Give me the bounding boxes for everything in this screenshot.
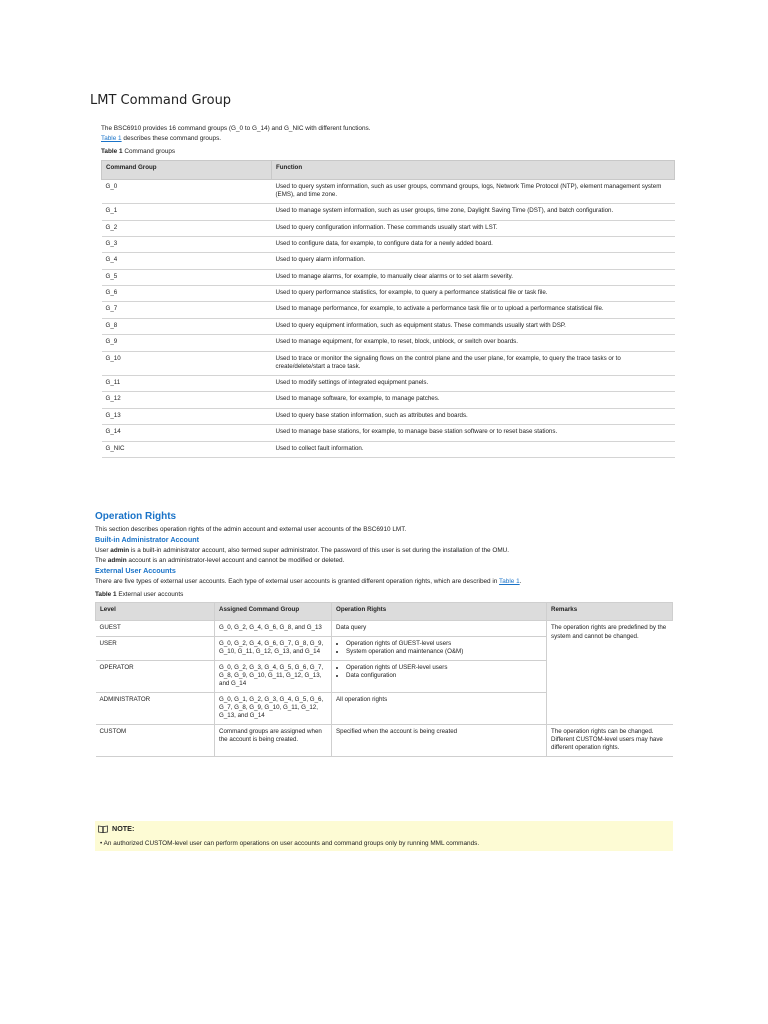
note-text: • An authorized CUSTOM-level user can perform operations on user accounts and command groups only by running MML commands. — [100, 840, 480, 847]
table-1-link[interactable]: Table 1 — [499, 577, 520, 585]
command-group-cell: G_9 — [102, 335, 272, 351]
operation-rights-cell: Specified when the account is being created — [332, 724, 547, 756]
operation-rights-cell: All operation rights — [332, 692, 547, 724]
command-group-cell: G_13 — [102, 408, 272, 424]
level-cell: USER — [96, 636, 215, 660]
table-caption: Table 1 Command groups — [101, 147, 176, 155]
function-cell: Used to query system information, such as user groups, command groups, logs, Network Time Protocol (NTP), element management system (EMS), and time zone. — [272, 179, 675, 203]
external-accounts-table — [95, 602, 673, 756]
operation-rights-section — [95, 509, 673, 757]
table-row — [102, 236, 675, 252]
command-group-cell: Command groups are assigned when the account is being created. — [215, 724, 332, 756]
note-header — [98, 824, 134, 833]
table-header-row — [96, 603, 673, 621]
table-row — [102, 441, 675, 457]
table-row — [102, 179, 675, 203]
remarks-cell: The operation rights can be changed. Different CUSTOM-level users may have different operation rights. — [547, 724, 673, 756]
command-group-cell: G_4 — [102, 253, 272, 269]
operation-rights-cell — [332, 660, 547, 692]
table-row — [102, 392, 675, 408]
command-group-cell: G_0, G_2, G_3, G_4, G_5, G_6, G_7, G_8, G_9, G_10, G_11, G_12, G_13, and G_14 — [215, 660, 332, 692]
note-label: NOTE: — [112, 824, 135, 833]
level-cell: OPERATOR — [96, 660, 215, 692]
function-cell: Used to manage equipment, for example, to reset, block, unblock, or switch over boards. — [272, 335, 675, 351]
table-row — [102, 204, 675, 220]
command-groups-section — [101, 124, 675, 458]
command-group-cell: G_7 — [102, 302, 272, 318]
function-cell: Used to query base station information, such as attributes and boards. — [272, 408, 675, 424]
function-cell: Used to query performance statistics, for example, to query a performance statistical file or task file. — [272, 286, 675, 302]
table-1-link[interactable]: Table 1 — [101, 134, 122, 142]
list-item: • Operation rights of USER-level users — [346, 664, 542, 672]
command-group-cell: G_3 — [102, 236, 272, 252]
note-box — [95, 821, 673, 851]
function-cell: Used to manage performance, for example, to activate a performance task file or to upload a performance statistical file. — [272, 302, 675, 318]
book-icon — [98, 825, 108, 833]
function-cell: Used to manage base stations, for example, to manage base station software or to reset base stations. — [272, 425, 675, 441]
table-row — [102, 318, 675, 334]
table-reference: Table 1 describes these command groups. — [101, 134, 222, 142]
table-row — [102, 302, 675, 318]
command-group-cell: G_NIC — [102, 441, 272, 457]
table-row — [96, 621, 673, 636]
table-row — [102, 351, 675, 375]
list-item: • Data configuration — [346, 672, 542, 680]
function-cell: Used to modify settings of integrated equipment panels. — [272, 375, 675, 391]
list-item: • Operation rights of GUEST-level users — [346, 640, 542, 648]
column-header: Assigned Command Group — [215, 603, 332, 621]
function-cell: Used to query configuration information. These commands usually start with LST. — [272, 220, 675, 236]
command-group-cell: G_8 — [102, 318, 272, 334]
command-group-cell: G_0, G_2, G_4, G_6, G_7, G_8, G_9, G_10, G_11, G_12, G_13, and G_14 — [215, 636, 332, 660]
command-group-cell: G_0 — [102, 179, 272, 203]
operation-rights-cell — [332, 636, 547, 660]
column-header: Command Group — [102, 160, 272, 179]
paragraph: There are five types of external user accounts. Each type of external user accounts is granted different operation rights, which are described in Table 1. — [95, 577, 522, 585]
subsection-heading: Built-in Administrator Account — [95, 535, 200, 545]
function-cell: Used to collect fault information. — [272, 441, 675, 457]
command-group-cell: G_10 — [102, 351, 272, 375]
table-row — [102, 269, 675, 285]
table-row — [102, 253, 675, 269]
table-row — [102, 286, 675, 302]
section-intro: This section describes operation rights of the admin account and external user accounts of the BSC6910 LMT. — [95, 525, 407, 533]
function-cell: Used to query alarm information. — [272, 253, 675, 269]
rights-list — [336, 640, 542, 657]
column-header: Level — [96, 603, 215, 621]
list-item: • System operation and maintenance (O&M) — [346, 648, 542, 656]
column-header: Remarks — [547, 603, 673, 621]
table-caption: Table 1 External user accounts — [95, 590, 184, 598]
table-row — [102, 220, 675, 236]
paragraph: User admin is a built-in administrator account, also termed super administrator. The password of this user is set during the installation of the OMU. — [95, 546, 510, 554]
table-row — [96, 724, 673, 756]
column-header: Function — [272, 160, 675, 179]
remarks-cell: The operation rights are predefined by the system and cannot be changed. — [547, 621, 673, 724]
function-cell: Used to query equipment information, such as equipment status. These commands usually start with DSP. — [272, 318, 675, 334]
command-group-cell: G_1 — [102, 204, 272, 220]
table-row — [102, 335, 675, 351]
table-header-row — [102, 160, 675, 179]
level-cell: CUSTOM — [96, 724, 215, 756]
operation-rights-cell: Data query — [332, 621, 547, 636]
function-cell: Used to manage software, for example, to manage patches. — [272, 392, 675, 408]
rights-list — [336, 664, 542, 681]
command-group-cell: G_6 — [102, 286, 272, 302]
column-header: Operation Rights — [332, 603, 547, 621]
command-group-cell: G_11 — [102, 375, 272, 391]
function-cell: Used to configure data, for example, to configure data for a newly added board. — [272, 236, 675, 252]
function-cell: Used to manage system information, such as user groups, time zone, Daylight Saving Time (DST), and batch configuration. — [272, 204, 675, 220]
paragraph: The admin account is an administrator-level account and cannot be modified or deleted. — [95, 556, 345, 564]
table-row — [102, 375, 675, 391]
command-group-cell: G_12 — [102, 392, 272, 408]
intro-text: The BSC6910 provides 16 command groups (G_0 to G_14) and G_NIC with different functions. — [101, 125, 371, 132]
subsection-heading: External User Accounts — [95, 566, 176, 576]
level-cell: ADMINISTRATOR — [96, 692, 215, 724]
command-group-cell: G_2 — [102, 220, 272, 236]
level-cell: GUEST — [96, 621, 215, 636]
table-row — [102, 425, 675, 441]
page-title: LMT Command Group — [90, 93, 232, 108]
command-group-cell: G_14 — [102, 425, 272, 441]
function-cell: Used to manage alarms, for example, to manually clear alarms or to set alarm severity. — [272, 269, 675, 285]
command-groups-table — [101, 160, 675, 458]
command-group-cell: G_0, G_1, G_2, G_3, G_4, G_5, G_6, G_7, G_8, G_9, G_10, G_11, G_12, G_13, and G_14 — [215, 692, 332, 724]
command-group-cell: G_5 — [102, 269, 272, 285]
function-cell: Used to trace or monitor the signaling flows on the control plane and the user plane, for example, to query the trace tasks or to create/delete/start a trace task. — [272, 351, 675, 375]
table-row — [102, 408, 675, 424]
section-heading: Operation Rights — [95, 511, 177, 522]
command-group-cell: G_0, G_2, G_4, G_6, G_8, and G_13 — [215, 621, 332, 636]
